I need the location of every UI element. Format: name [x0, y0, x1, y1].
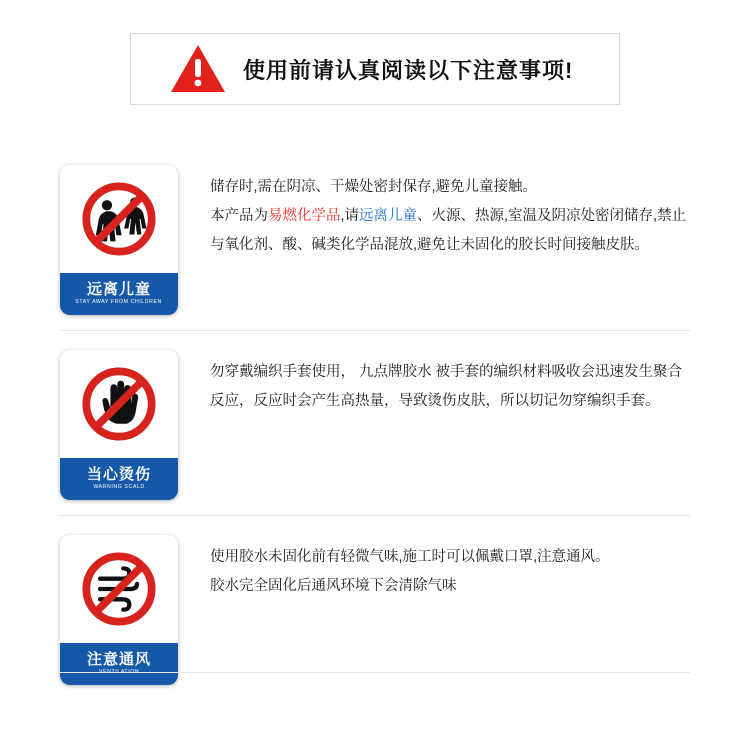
sign-plate-stay-away-from-children: [60, 165, 178, 315]
notice-section-ventilation: [60, 535, 690, 685]
text-run-link: 远离儿童: [359, 208, 418, 224]
notice-section-scald: [60, 350, 690, 500]
text-run: 胶水完全固化后通风环境下会清除气味: [210, 578, 457, 594]
sign-plate-ventilation: [60, 535, 178, 685]
sign-label-en: WARNING SCALD: [93, 484, 145, 491]
warning-header-banner: [130, 33, 620, 105]
sign-plate-warning-scald: [60, 350, 178, 500]
text-run: 本产品为: [210, 208, 268, 224]
text-run: 、火源、热源,室温及阴凉处密闭储存,禁止与氧化剂、酸、碱类化学品混放,避免让未固化的胶长时间接触皮肤。: [210, 208, 687, 253]
paragraph: [210, 358, 690, 416]
paragraph: [210, 572, 690, 601]
paragraph: [210, 173, 690, 202]
text-run: 使用胶水未固化前有轻微气味,施工时可以佩戴口罩,注意通风。: [210, 549, 610, 565]
notice-text-scald: [210, 350, 690, 416]
warning-triangle-icon: [167, 43, 229, 95]
notice-text-children: [210, 165, 690, 260]
no-hand-scald-icon: [60, 350, 178, 458]
text-run: ,请: [340, 208, 360, 224]
text-run: 勿穿戴编织手套使用， 九点牌胶水 被手套的编织材料吸收会迅速发生聚合反应，反应时会产生高热量，导致烫伤皮肤，所以切记勿穿编织手套。: [210, 364, 683, 409]
sign-label-stay-away-from-children: [60, 273, 178, 315]
sign-label-cn: 远离儿童: [86, 280, 151, 298]
sign-label-cn: 当心烫伤: [86, 465, 151, 483]
header-title: 使用前请认真阅读以下注意事项!: [243, 57, 574, 83]
sign-label-ventilation: [60, 643, 178, 685]
notice-text-ventilation: [210, 535, 690, 601]
text-run: 储存时,需在阴凉、干燥处密封保存,避免儿童接触。: [210, 179, 538, 195]
section-divider: [60, 515, 690, 516]
section-divider: [60, 672, 690, 673]
paragraph: [210, 543, 690, 572]
notice-section-children: [60, 165, 690, 315]
sign-label-cn: 注意通风: [86, 650, 151, 668]
sign-label-warning-scald: [60, 458, 178, 500]
no-wind-ventilation-icon: [60, 535, 178, 643]
no-children-icon: [60, 165, 178, 273]
sign-label-en: STAY AWAY FROM CHILDREN: [75, 299, 163, 306]
text-run-highlight: 易燃化学品: [268, 208, 341, 224]
paragraph: [210, 202, 690, 260]
section-divider: [60, 330, 690, 331]
